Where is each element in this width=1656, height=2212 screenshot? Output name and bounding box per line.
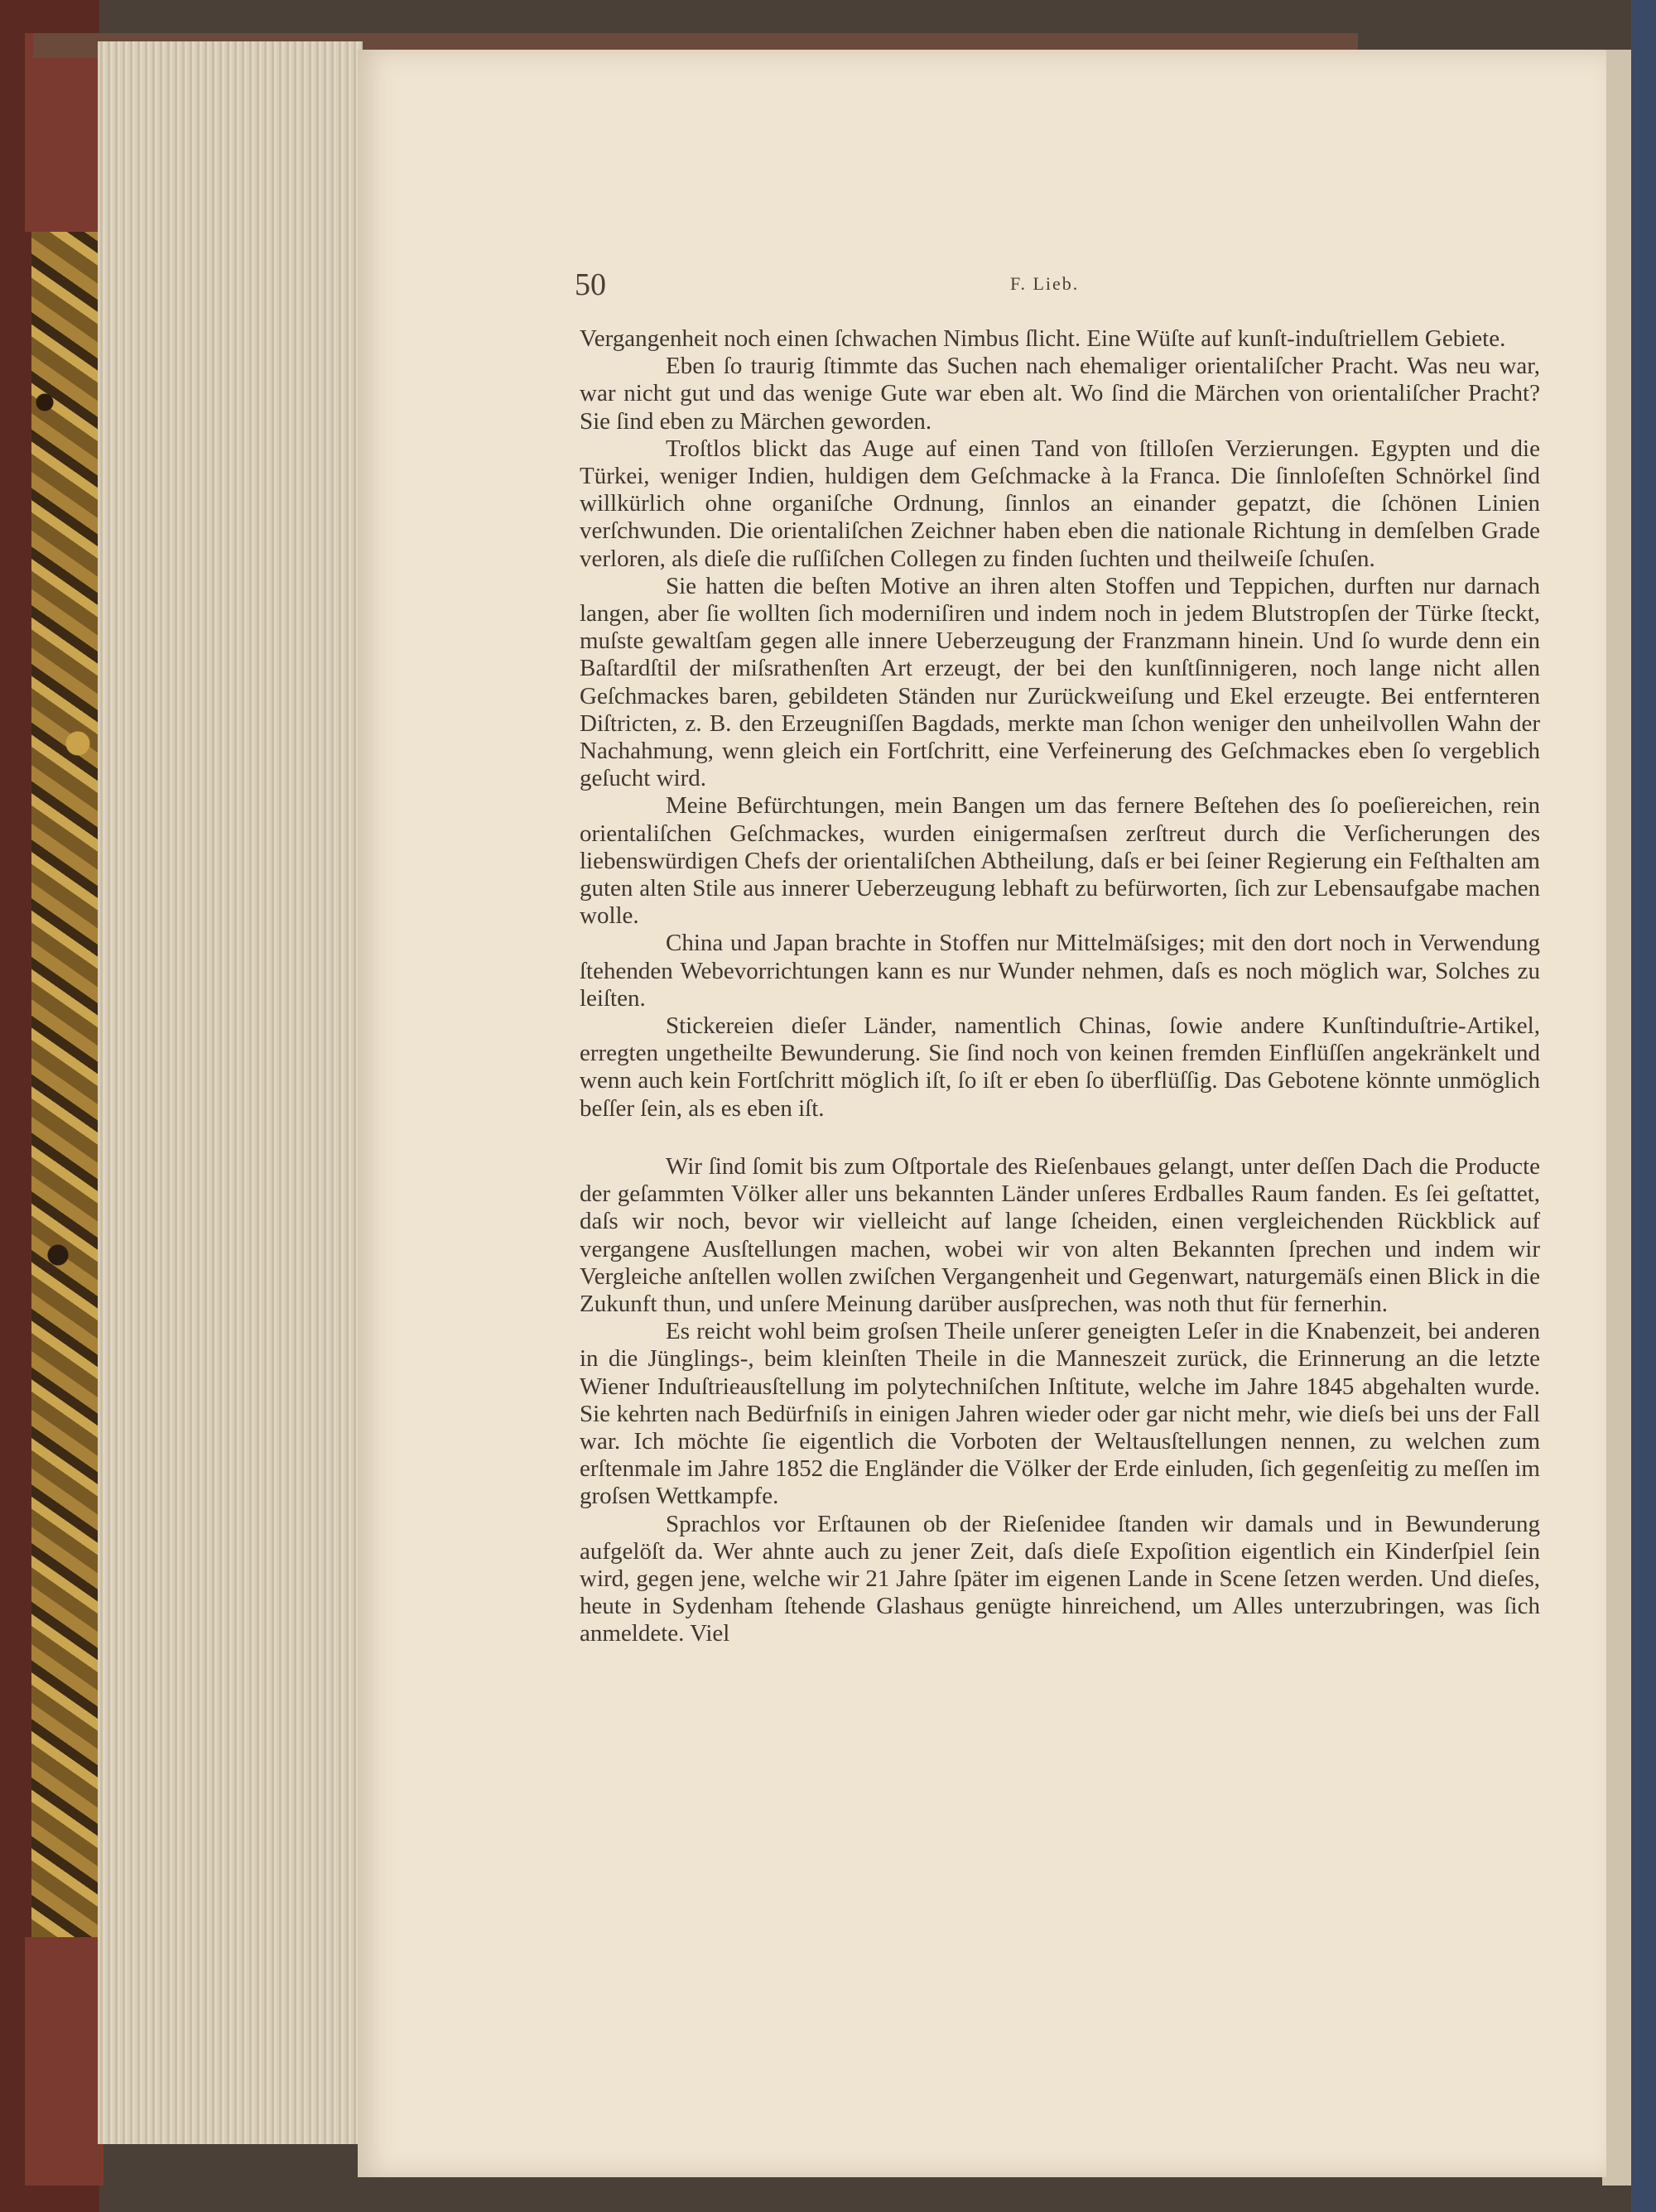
paragraph: Troſtlos blickt das Auge auf einen Tand von ſtilloſen Verzierungen. Egypten und die Türkei, weniger Indien, huldigen dem Geſchmacke à la Franca. Die ſinnloſeſten Schnörkel ſind willkürlich ohne organiſche Ordnung, ſinnlos an einander gepatzt, die ſchönen Linien verſchwunden. Die orientaliſchen Zeichner haben eben die nationale Richtung in demſelben Grade verloren, als dieſe die ruſſiſchen Collegen zu finden ſuchten und theilweiſe ſchuſen. bbox=[580, 435, 1540, 572]
paragraph: Vergangenheit noch einen ſchwachen Nimbus ſlicht. Eine Wüſte auf kunſt-induſtriellem Gebiete. bbox=[580, 325, 1506, 352]
paragraph: Meine Befürchtungen, mein Bangen um das fernere Beſtehen des ſo poeſiereichen, rein orientaliſchen Geſchmackes, wurden einigermaſsen zerſtreut durch die Verſicherungen des liebenswürdigen Chefs der orientaliſchen Abtheilung, daſs er bei ſeiner Regierung ein Feſthalten am guten alten Stile aus innerer Ueberzeugung lebhaft zu befürworten, ſich zur Lebensaufgabe machen wolle. bbox=[580, 792, 1540, 930]
marbled-cover-paper bbox=[31, 232, 98, 1937]
body-text bbox=[580, 325, 1540, 1648]
section-gap bbox=[580, 1123, 1540, 1153]
paragraph: Sprachlos vor Erſtaunen ob der Rieſenidee ſtanden wir damals und in Bewunderung aufgelöſt da. Wer ahnte auch zu jener Zeit, daſs dieſe Expoſition eigentlich ein Kinderſpiel ſein wird, gegen jene, welche wir 21 Jahre ſpäter im eigenen Lande in Scene ſetzen werden. Und dieſes, heute in Sydenham ſtehende Glashaus genügte hinreichend, um Alles unterzubringen, was ſich anmeldete. Viel bbox=[580, 1510, 1540, 1647]
paragraph: Wir ſind ſomit bis zum Oſtportale des Rieſenbaues gelangt, unter deſſen Dach die Producte der geſammten Völker aller uns bekannten Länder unſeres Erdballes Raum fanden. Es ſei geſtattet, daſs wir noch, bevor wir vielleicht auf lange ſcheiden, einen vergleichenden Rückblick auf vergangene Ausſtellungen machen, wobei wir von alten Bekannten ſprechen und indem wir Vergleiche anſtellen wollen zwiſchen Vergangenheit und Gegenwart, naturgemäſs einen Blick in die Zukunft thun, und unſere Meinung darüber ausſprechen, was noth thut für fernerhin. bbox=[580, 1152, 1540, 1317]
opposite-cover-edge bbox=[1631, 0, 1656, 2212]
paragraph: Stickereien dieſer Länder, namentlich Chinas, ſowie andere Kunſtinduſtrie-Artikel, erregten ungetheilte Bewunderung. Sie ſind noch von keinen fremden Einflüſſen angekränkelt und wenn auch kein Fortſchritt möglich iſt, ſo iſt er eben ſo überflüſſig. Das Gebotene könnte unmöglich beſſer ſein, als es eben iſt. bbox=[580, 1012, 1540, 1122]
paragraph: Sie hatten die beſten Motive an ihren alten Stoffen und Teppichen, durften nur darnach langen, aber ſie wollten ſich moderniſiren und indem noch in jedem Blutstropſen der Türke ſteckt, muſste gewaltſam gegen alle innere Ueberzeugung der Franzmann hinein. Und ſo wurde denn ein Baſtardſtil der miſsrathenſten Art erzeugt, der bei den kunſtſinnigeren, noch lange nicht allen Geſchmackes baren, gebildeten Ständen nur Zurückweiſung und Ekel erzeugte. Bei entfernteren Diſtricten, z. B. den Erzeugniſſen Bagdads, merkte man ſchon weniger den unheilvollen Wahn der Nachahmung, wenn gleich ein Fortſchritt, eine Verfeinerung des Geſchmackes eben ſo vergeblich geſucht wird. bbox=[580, 572, 1540, 792]
opposite-page-edge bbox=[1602, 50, 1631, 2186]
paragraph: Eben ſo traurig ſtimmte das Suchen nach ehemaliger orientaliſcher Pracht. Was neu war, war nicht gut und das wenige Gute war eben alt. Wo ſind die Märchen von orientaliſcher Pracht? Sie ſind eben zu Märchen geworden. bbox=[580, 353, 1540, 435]
leather-corner-top bbox=[25, 33, 104, 232]
book-page bbox=[358, 50, 1606, 2177]
paragraph: China und Japan brachte in Stoffen nur Mittelmäſsiges; mit den dort noch in Verwendung ſtehenden Webevorrichtungen kann es nur Wunder nehmen, daſs es noch möglich war, Solches zu leiſten. bbox=[580, 930, 1540, 1012]
paragraph: Es reicht wohl beim groſsen Theile unſerer geneigten Leſer in die Knabenzeit, bei anderen in die Jünglings-, beim kleinſten Theile in die Manneszeit zurück, die Erinnerung an die letzte Wiener Induſtrieausſtellung im polytechniſchen Inſtitute, welche im Jahre 1845 abgehalten wurde. Sie kehrten nach Bedürfniſs in einigen Jahren wieder oder gar nicht mehr, wie dieſs bei uns der Fall war. Ich möchte ſie eigentlich die Vorboten der Weltausſtellungen nennen, zu welchen zum erſtenmale im Jahre 1852 die Engländer die Völker der Erde einluden, ſich gegenſeitig zu meſſen im groſsen Wettkampfe. bbox=[580, 1318, 1540, 1510]
leather-corner-bottom bbox=[25, 1937, 104, 2186]
running-head: F. Lieb. bbox=[1010, 273, 1080, 294]
page-stack-edge bbox=[98, 41, 363, 2144]
page-number: 50 bbox=[575, 267, 606, 302]
